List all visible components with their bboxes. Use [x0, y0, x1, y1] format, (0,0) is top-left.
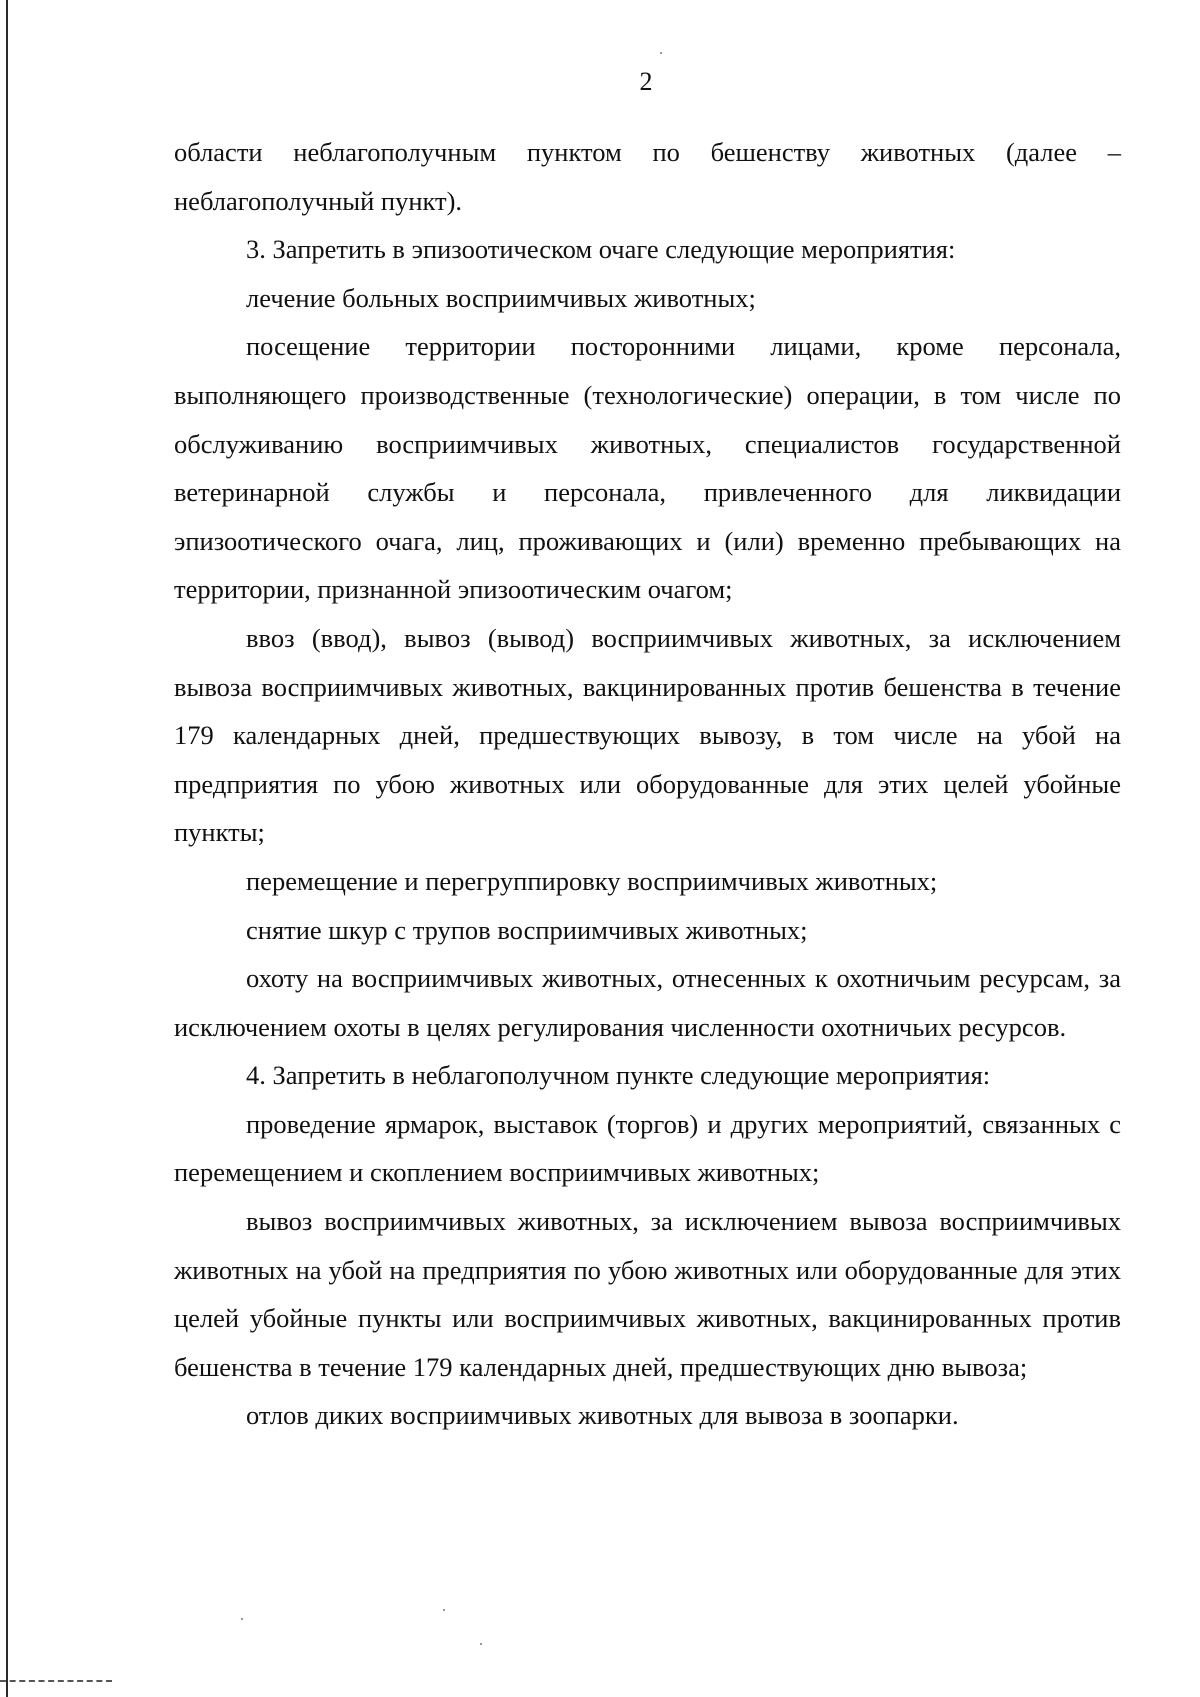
paragraph-removal-ban: вывоз восприимчивых животных, за исключением вывоза восприимчивых животных на убой на предприятия по убою животных или оборудованные для этих целей убойные пункты или восприимчивых животных, вакцинированных против бешенства в течение 179 календарных дней, предшествующих дню вывоза; [174, 1206, 1121, 1382]
paragraph-hunting-ban: охоту на восприимчивых животных, отнесенных к охотничьим ресурсам, за исключением охоты в целях регулирования численности охотничьих ресурсов. [174, 963, 1121, 1042]
paragraph-treatment-ban: лечение больных восприимчивых животных; [246, 282, 756, 313]
document-body [174, 128, 1121, 1440]
paragraph-skinning-ban: снятие шкур с трупов восприимчивых животных; [246, 914, 808, 945]
paragraph-item-3-heading: 3. Запретить в эпизоотическом очаге следующие мероприятия: [246, 234, 956, 265]
scan-speck [480, 1643, 482, 1645]
paragraph-visit-ban: посещение территории посторонними лицами, кроме персонала, выполняющего производственные (технологические) операции, в том числе по обслуживанию восприимчивых животных, специалистов государственной ветеринарной службы и персонала, привлеченного для ликвидации эпизоотического очага, лиц, проживающих и (или) временно пребывающих на территории, признанной эпизоотическим очагом; [174, 331, 1121, 605]
paragraph-capture-ban: отлов диких восприимчивых животных для вывоза в зоопарки. [246, 1400, 959, 1431]
paragraph-regrouping-ban: перемещение и перегруппировку восприимчивых животных; [246, 865, 938, 896]
scan-speck [241, 1618, 243, 1620]
paragraph-fairs-ban: проведение ярмарок, выставок (торгов) и других мероприятий, связанных с перемещением и скоплением восприимчивых животных; [174, 1108, 1121, 1188]
paragraph-import-export-ban: ввоз (ввод), вывоз (вывод) восприимчивых животных, за исключением вывоза восприимчивых животных, вакцинированных против бешенства в течение 179 календарных дней, предшествующих вывозу, в том числе на убой на предприятия по убою животных или оборудованные для этих целей убойные пункты; [174, 622, 1121, 848]
scan-bottom-dash-line [0, 1680, 112, 1682]
scan-speck [443, 1609, 445, 1611]
page-number: 2 [639, 67, 653, 96]
scan-speck [660, 52, 662, 54]
scan-left-edge-line [6, 0, 8, 1697]
paragraph-item-4-heading: 4. Запретить в неблагополучном пункте следующие мероприятия: [246, 1060, 991, 1091]
paragraph-continuation: области неблагополучным пунктом по бешенству животных (далее – неблагополучный пункт). [174, 137, 1121, 216]
